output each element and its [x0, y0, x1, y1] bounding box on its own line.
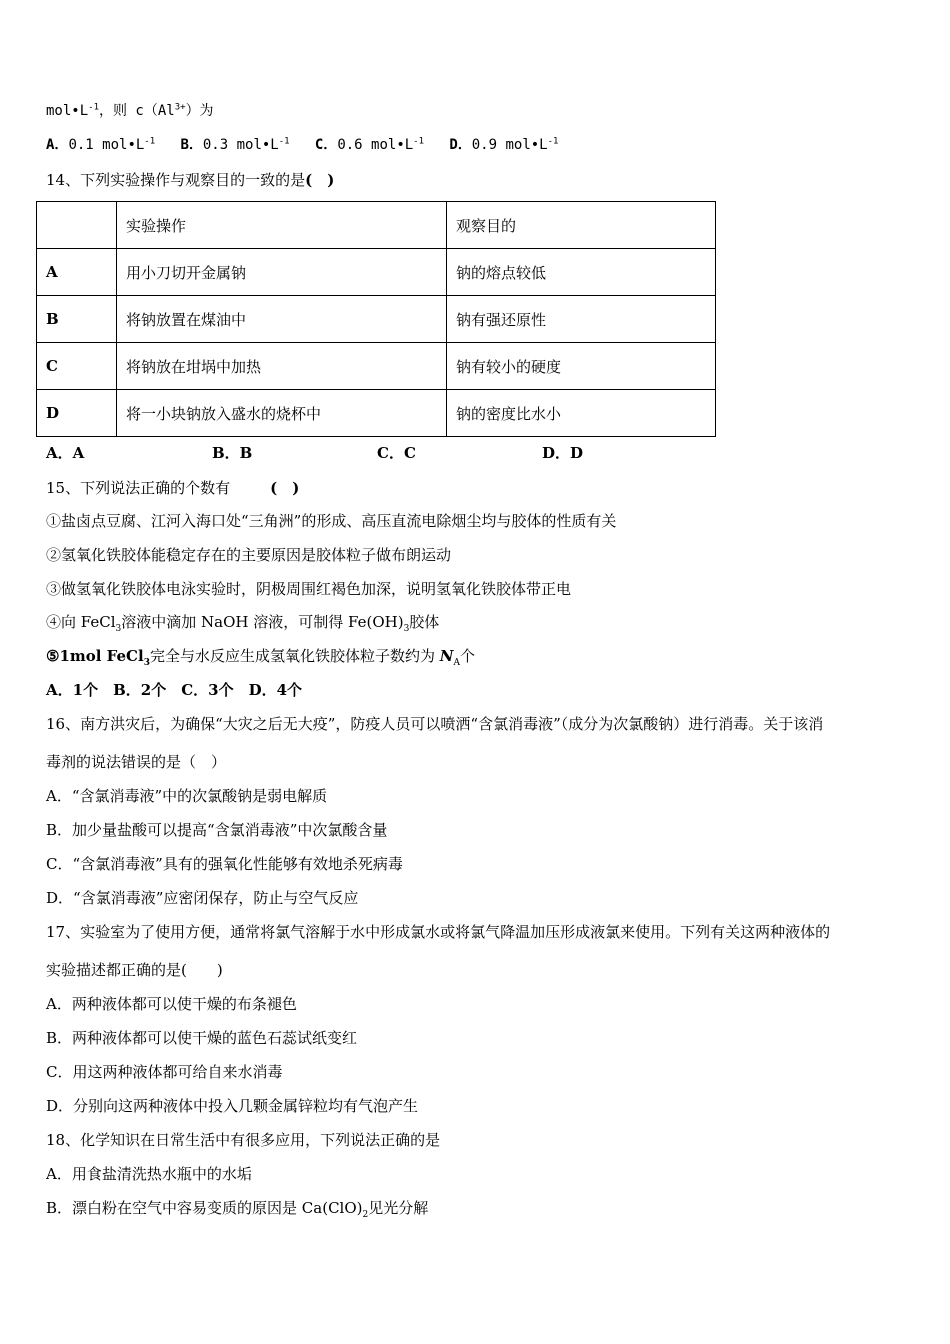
q14-option-a: A．A — [46, 444, 85, 462]
option-letter: C． — [314, 137, 338, 153]
q17-option-a: A．两种液体都可以使干燥的布条褪色 — [46, 995, 297, 1013]
q16-option-a: A．“含氯消毒液”中的次氯酸钠是弱电解质 — [46, 787, 328, 805]
exponent: -1 — [144, 136, 156, 147]
option-text: 见光分解 — [368, 1199, 429, 1217]
row-label: D — [37, 390, 117, 437]
table-row — [37, 343, 716, 390]
table-cell: 钠有强还原性 — [447, 296, 716, 343]
option-value: 0.1 mol•L — [68, 137, 145, 153]
q14-option-c: C．C — [377, 444, 416, 462]
q14-option-d: D．D — [542, 444, 584, 462]
statement-text: 溶液中滴加 NaOH 溶液，可制得 Fe(OH) — [121, 613, 404, 631]
question-text: 下列说法正确的个数有 — [80, 479, 231, 497]
experiment-table — [36, 201, 716, 437]
option-value: 0.3 mol•L — [202, 137, 279, 153]
table-header: 实验操作 — [117, 202, 447, 249]
statement-text: ⑤1mol FeCl — [46, 647, 144, 665]
q13-stem-mid: ，则 c（Al — [99, 103, 175, 119]
row-label: B — [37, 296, 117, 343]
exponent: -1 — [278, 136, 290, 147]
q16-stem-line-2: 毒剂的说法错误的是（ ） — [46, 753, 227, 771]
table-row — [37, 249, 716, 296]
q13-option-d — [449, 137, 558, 153]
q14-option-b: B．B — [212, 444, 253, 462]
q16-stem-line-1: 16、南方洪灾后，为确保“大灾之后无大疫”，防疫人员可以喷洒“含氯消毒液”（成分为次氯酸钠）进行消毒。关于该消 — [46, 715, 824, 733]
q17-stem-line-2: 实验描述都正确的是( ) — [46, 961, 223, 979]
q18-option-b — [46, 1198, 428, 1218]
q13-continuation — [46, 101, 214, 121]
q15-statement-5 — [46, 646, 475, 666]
statement-text: ④向 FeCl — [46, 613, 116, 631]
statement-text: 胶体 — [409, 613, 440, 631]
answer-paren: ( ) — [270, 479, 300, 497]
statement-text: 个 — [459, 647, 475, 665]
table-cell: 钠有较小的硬度 — [447, 343, 716, 390]
subscript: 3 — [143, 658, 150, 668]
q15-statement-3: ③做氢氧化铁胶体电泳实验时，阴极周围红褐色加深，说明氢氧化铁胶体带正电 — [46, 580, 572, 598]
q16-option-c: C．“含氯消毒液”具有的强氧化性能够有效地杀死病毒 — [46, 855, 403, 873]
exponent: -1 — [547, 136, 559, 147]
q16-option-d: D．“含氯消毒液”应密闭保存，防止与空气反应 — [46, 889, 359, 907]
table-cell: 用小刀切开金属钠 — [117, 249, 447, 296]
q13-options — [46, 135, 558, 155]
q15-statement-1: ①盐卤点豆腐、江河入海口处“三角洲”的形成、高压直流电除烟尘均与胶体的性质有关 — [46, 512, 617, 530]
subscript: 2 — [362, 1210, 369, 1220]
q15-statement-2: ②氢氧化铁胶体能稳定存在的主要原因是胶体粒子做布朗运动 — [46, 546, 452, 564]
q17-option-c: C．用这两种液体都可给自来水消毒 — [46, 1063, 283, 1081]
q17-option-b: B．两种液体都可以使干燥的蓝色石蕊试纸变红 — [46, 1029, 358, 1047]
table-cell: 将钠放在坩埚中加热 — [117, 343, 447, 390]
exponent: -1 — [413, 136, 425, 147]
row-label: C — [37, 343, 117, 390]
q13-option-c — [315, 137, 424, 153]
option-letter: D． — [449, 137, 472, 153]
q18-stem: 18、化学知识在日常生活中有很多应用，下列说法正确的是 — [46, 1131, 441, 1149]
table-row — [37, 296, 716, 343]
unit-text: mol•L — [46, 103, 89, 119]
table-header: 观察目的 — [447, 202, 716, 249]
q13-option-a — [46, 137, 155, 153]
subscript: A — [453, 658, 460, 668]
subscript: 3 — [115, 624, 122, 634]
q15-statement-4 — [46, 612, 439, 632]
subscript: 3 — [403, 624, 410, 634]
q13-stem-end: ）为 — [185, 103, 214, 119]
question-number: 14、 — [46, 171, 81, 189]
option-letter: A． — [46, 137, 69, 153]
q17-option-d: D．分别向这两种液体中投入几颗金属锌粒均有气泡产生 — [46, 1097, 419, 1115]
q14-stem — [46, 170, 334, 190]
table-row — [37, 390, 716, 437]
option-value: 0.6 mol•L — [337, 137, 414, 153]
avogadro-symbol: N — [439, 647, 454, 665]
statement-text: 完全与水反应生成氢氧化铁胶体粒子数约为 — [149, 647, 440, 665]
question-text: 下列实验操作与观察目的一致的是 — [80, 171, 306, 189]
q15-stem — [46, 478, 299, 498]
option-text: B．漂白粉在空气中容易变质的原因是 Ca(ClO) — [46, 1199, 363, 1217]
answer-paren: ( ) — [305, 171, 335, 189]
table-cell: 钠的密度比水小 — [447, 390, 716, 437]
table-cell: 钠的熔点较低 — [447, 249, 716, 296]
exponent: -1 — [88, 102, 99, 113]
q13-option-b — [180, 137, 289, 153]
table-cell — [37, 202, 117, 249]
option-value: 0.9 mol•L — [471, 137, 548, 153]
q15-options: A．1个 B．2个 C．3个 D．4个 — [46, 681, 303, 699]
q18-option-a: A．用食盐清洗热水瓶中的水垢 — [46, 1165, 252, 1183]
table-cell: 将钠放置在煤油中 — [117, 296, 447, 343]
option-letter: B． — [180, 137, 203, 153]
ion-charge: 3+ — [174, 102, 186, 113]
table-header-row — [37, 202, 716, 249]
table-cell: 将一小块钠放入盛水的烧杯中 — [117, 390, 447, 437]
question-number: 15、 — [46, 479, 81, 497]
q17-stem-line-1: 17、实验室为了使用方便，通常将氯气溶解于水中形成氯水或将氯气降温加压形成液氯来使用。下列有关这两种液体的 — [46, 923, 831, 941]
row-label: A — [37, 249, 117, 296]
q16-option-b: B．加少量盐酸可以提高“含氯消毒液”中次氯酸含量 — [46, 821, 388, 839]
